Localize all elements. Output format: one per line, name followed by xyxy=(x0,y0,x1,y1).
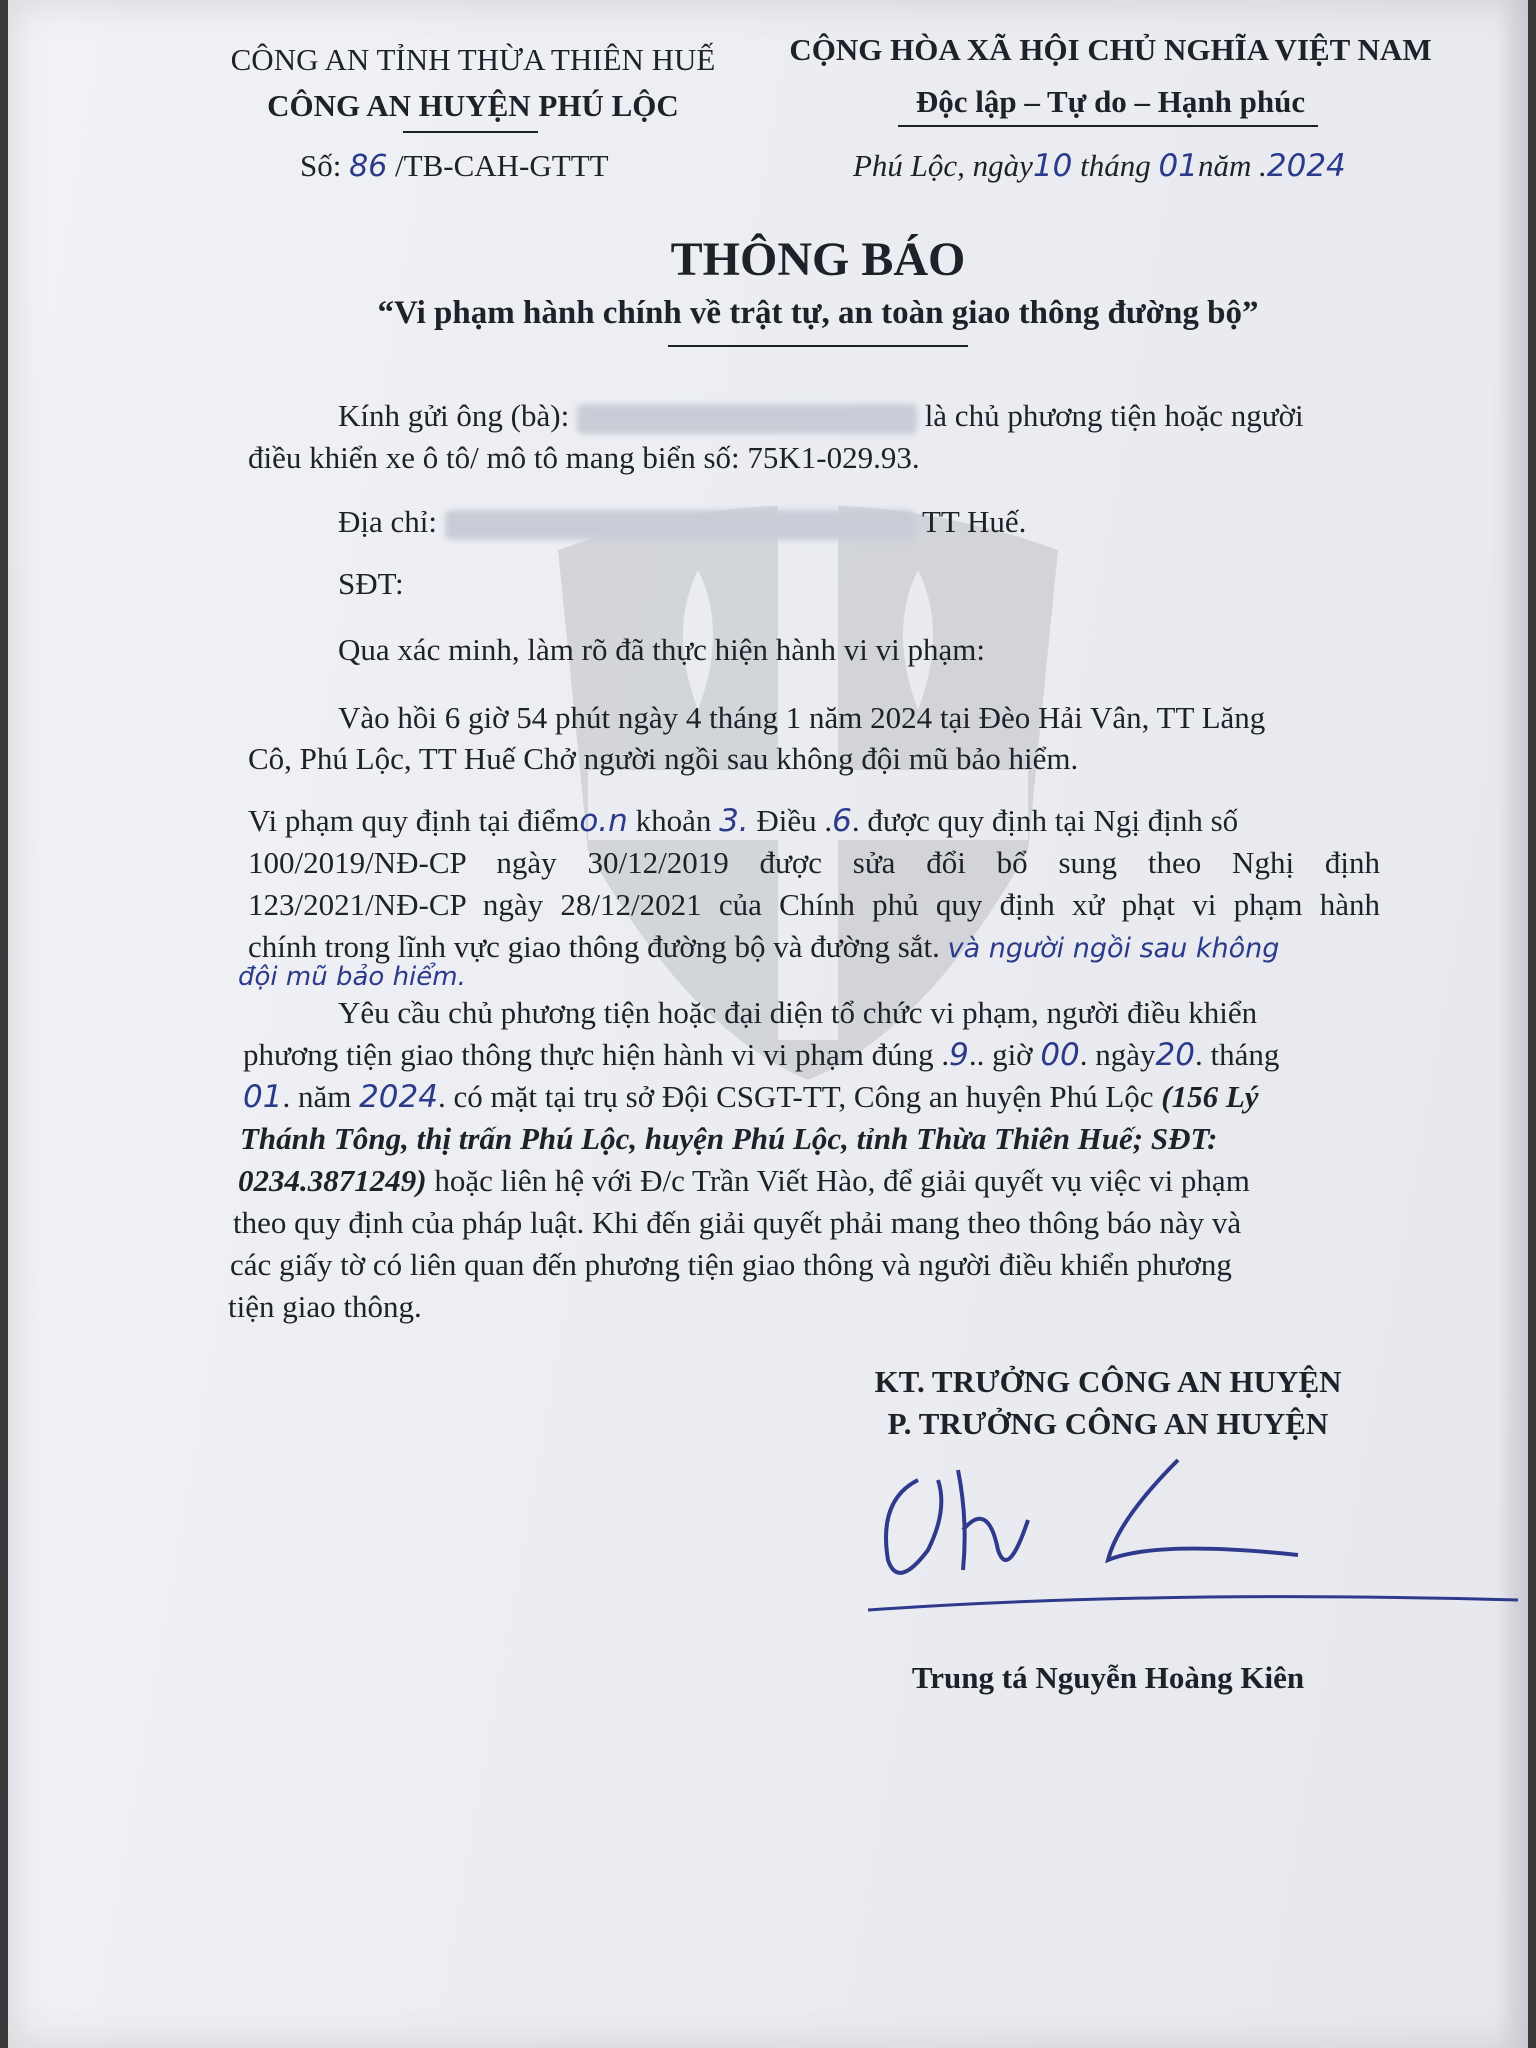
minute-handwritten: 00 xyxy=(1040,1037,1080,1073)
national-title: CỘNG HÒA XÃ HỘI CHỦ NGHĨA VIỆT NAM xyxy=(789,32,1432,67)
recipient-line xyxy=(338,398,1304,434)
diem-handwritten: o.n xyxy=(579,803,628,839)
year-handwritten: 2024 xyxy=(1266,148,1346,184)
hour-handwritten: 9 xyxy=(949,1037,969,1073)
place-date xyxy=(853,148,1346,184)
incident-line-1: Vào hồi 6 giờ 54 phút ngày 4 tháng 1 năm 2024 tại Đèo Hải Vân, TT Lăng xyxy=(338,700,1266,735)
violation-line-1 xyxy=(248,803,1238,839)
address-tail: TT Huế. xyxy=(921,504,1027,539)
request-line-5 xyxy=(238,1163,1250,1199)
redacted-name xyxy=(577,404,917,434)
request-line-8: tiện giao thông. xyxy=(228,1289,422,1324)
request-line-3 xyxy=(243,1079,1259,1115)
address-label: Địa chỉ: xyxy=(338,504,437,539)
so-label: Số: xyxy=(300,148,342,183)
handwritten-note-1: và người ngồi sau không xyxy=(947,933,1280,964)
decree-text: . được quy định tại Ngị định số xyxy=(851,803,1239,838)
violation-line-4-text: chính trong lĩnh vực giao thông đường bộ và đường sắt. xyxy=(248,929,940,964)
appointment-year-handwritten: 2024 xyxy=(359,1079,438,1115)
signer-name: Trung tá Nguyễn Hoàng Kiên xyxy=(911,1660,1305,1695)
issuer-underline xyxy=(403,131,538,133)
handwritten-note-2: đội mũ bảo hiểm. xyxy=(238,962,466,992)
request-line-7: các giấy tờ có liên quan đến phương tiện giao thông và người điều khiển phương xyxy=(230,1247,1232,1282)
violation-text: Vi phạm quy định tại điểm xyxy=(248,803,580,838)
redacted-address xyxy=(445,510,915,540)
year-label: năm . xyxy=(1197,148,1267,183)
recipient-role: là chủ phương tiện hoặc người xyxy=(924,398,1304,433)
issuer-parent-agency: CÔNG AN TỈNH THỪA THIÊN HUẾ xyxy=(230,42,716,77)
address-bold-1: (156 Lý xyxy=(1161,1079,1259,1114)
request-line-4: Thánh Tông, thị trấn Phú Lộc, huyện Phú Lộc, tỉnh Thừa Thiên Huế; SĐT: xyxy=(240,1121,1218,1156)
issuer-agency: CÔNG AN HUYỆN PHÚ LỘC xyxy=(267,88,679,123)
incident-line-2: Cô, Phú Lộc, TT Huế Chở người ngồi sau không đội mũ bảo hiểm. xyxy=(248,741,1079,776)
address-line xyxy=(338,504,1026,540)
document-page xyxy=(8,0,1528,2048)
request-line-2 xyxy=(243,1037,1279,1073)
violation-line-3: 123/2021/NĐ-CP ngày 28/12/2021 của Chính phủ quy định xử phạt vi phạm hành xyxy=(248,887,1380,922)
dieu-label: Điều . xyxy=(756,803,833,838)
signature-title-2: P. TRƯỞNG CÔNG AN HUYỆN xyxy=(887,1406,1329,1441)
signature-title-1: KT. TRƯỞNG CÔNG AN HUYỆN xyxy=(874,1364,1342,1399)
phone-label: SĐT: xyxy=(338,566,404,601)
month-label: tháng xyxy=(1080,148,1151,183)
signature-scribble xyxy=(858,1440,1528,1630)
document-number xyxy=(300,148,609,184)
request-line-1: Yêu cầu chủ phương tiện hoặc đại diện tổ chức vi phạm, người điều khiển xyxy=(338,995,1258,1030)
month-handwritten: 01 xyxy=(1158,148,1198,184)
appointment-day-handwritten: 20 xyxy=(1155,1037,1195,1073)
office-text: . có mặt tại trụ sở Đội CSGT-TT, Công an huyện Phú Lộc xyxy=(437,1079,1154,1114)
khoan-handwritten: 3. xyxy=(719,803,749,839)
verification-line: Qua xác minh, làm rõ đã thực hiện hành vi vi phạm: xyxy=(338,632,985,667)
day-label: . ngày xyxy=(1079,1037,1156,1072)
national-motto: Độc lập – Tự do – Hạnh phúc xyxy=(915,84,1306,119)
plate-line: điều khiển xe ô tô/ mô tô mang biển số: 75K1-029.93. xyxy=(248,440,920,475)
place-date-text: Phú Lộc, ngày xyxy=(853,148,1033,183)
document-title: THÔNG BÁO xyxy=(670,233,966,286)
subtitle-underline xyxy=(668,345,968,347)
dieu-handwritten: 6 xyxy=(832,803,852,839)
day-handwritten: 10 xyxy=(1032,148,1073,184)
contact-text: hoặc liên hệ với Đ/c Trần Viết Hào, để giải quyết vụ việc vi phạm xyxy=(434,1163,1250,1198)
month-label-2: . tháng xyxy=(1195,1037,1280,1072)
document-subtitle: “Vi phạm hành chính về trật tự, an toàn giao thông đường bộ” xyxy=(377,295,1259,331)
khoan-label: khoản xyxy=(635,803,712,838)
year-label-2: . năm xyxy=(282,1079,352,1114)
motto-underline xyxy=(898,125,1318,127)
hour-label: .. giờ xyxy=(968,1037,1033,1072)
request-text: phương tiện giao thông thực hiện hành vi vi phạm đúng . xyxy=(243,1037,950,1072)
violation-line-4 xyxy=(248,929,1279,965)
so-suffix: /TB-CAH-GTTT xyxy=(395,148,609,183)
recipient-label: Kính gửi ông (bà): xyxy=(338,398,570,433)
phone-bold: 0234.3871249) xyxy=(238,1163,427,1198)
request-line-6: theo quy định của pháp luật. Khi đến giải quyết phải mang theo thông báo này và xyxy=(233,1205,1242,1240)
appointment-month-handwritten: 01 xyxy=(243,1079,283,1115)
violation-line-2: 100/2019/NĐ-CP ngày 30/12/2019 được sửa đổi bổ sung theo Nghị định xyxy=(248,845,1380,880)
so-value: 86 xyxy=(349,149,388,184)
